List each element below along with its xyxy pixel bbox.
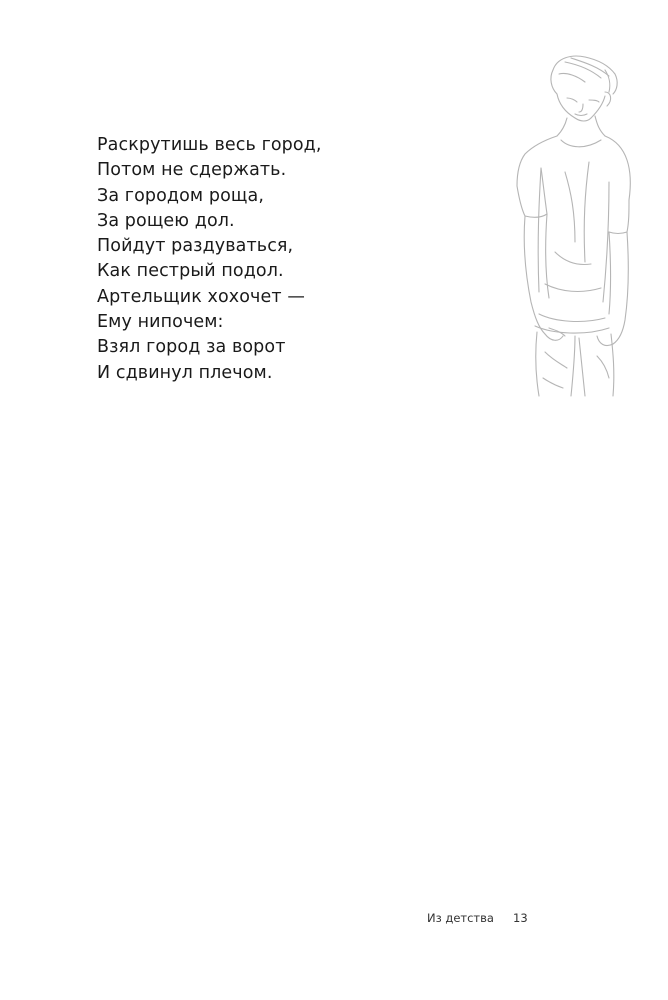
poem-line: Ему нипочем: [97,312,224,333]
poem-line: За рощею дол. [97,210,235,231]
running-footer-title: Из детства [427,911,494,925]
poem-line: Пойдут раздуваться, [97,236,294,257]
poem-line: И сдвинул плечом. [97,362,273,383]
page-number: 13 [513,911,528,925]
poem-line: За городом роща, [97,185,264,206]
poem-line: Как пестрый подол. [97,261,284,282]
poem-line: Раскрутишь весь город, [97,135,322,155]
poem-stanza [97,133,457,386]
man-in-tshirt-sketch-icon [505,52,637,397]
poem-line: Взял город за ворот [97,337,286,358]
poem-line: Артельщик хохочет — [97,286,305,307]
poem-line: Потом не сдержать. [97,160,287,181]
